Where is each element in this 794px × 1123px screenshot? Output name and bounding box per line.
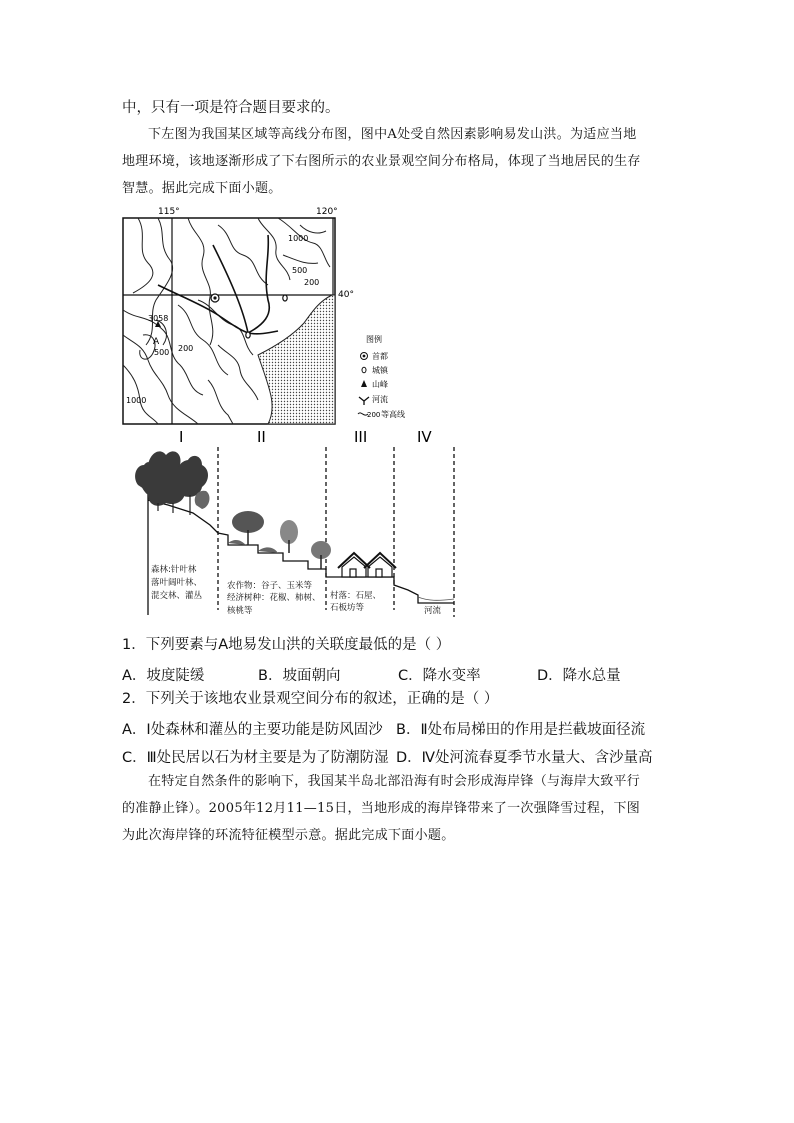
question-2-option-c[interactable]: C．Ⅲ处民居以石为材主要是为了防潮防湿 <box>122 750 389 766</box>
landscape-profile-diagram <box>118 425 466 620</box>
question-1-option-d[interactable]: D．降水总量 <box>537 668 621 684</box>
latitude-40-label: 40° <box>338 290 354 300</box>
intro-paragraph-2-line-1: 在特定自然条件的影响下，我国某半岛北部沿海有时会形成海岸锋（与海岸大致平行 <box>148 774 641 789</box>
peak-elevation-label: 3058 <box>148 314 169 323</box>
zone2-text-2: 经济树种：花椒、柿树、 <box>227 593 321 603</box>
zone2-text-1: 农作物：谷子、玉米等 <box>227 581 313 591</box>
question-2-stem: 2．下列关于该地农业景观空间分布的叙述，正确的是（ ） <box>122 691 499 707</box>
longitude-120-label: 120° <box>316 207 338 217</box>
contour-label-1000: 1000 <box>288 234 309 243</box>
question-2-option-b[interactable]: B．Ⅱ处布局梯田的作用是拦截坡面径流 <box>396 722 646 738</box>
legend-town: 城镇 <box>372 366 388 375</box>
question-2-option-d[interactable]: D．Ⅳ处河流春夏季节水量大、含沙量高 <box>396 750 653 766</box>
zone1-text-1: 森林:针叶林 <box>151 565 197 575</box>
zone3-text-1: 村落：石屋、 <box>330 591 382 601</box>
zone1-text-3: 混交林、灌丛 <box>151 591 203 601</box>
question-2-option-a[interactable]: A．Ⅰ处森林和灌丛的主要功能是防风固沙 <box>122 722 383 738</box>
intro-paragraph-1-line-2: 地理环境，该地逐渐形成了下右图所示的农业景观空间分布格局，体现了当地居民的生存 <box>122 154 641 169</box>
contour-label-500-b: 500 <box>154 348 170 357</box>
longitude-115-label: 115° <box>158 207 180 217</box>
contour-label-500: 500 <box>292 266 308 275</box>
zone-label-i: I <box>179 428 184 446</box>
zone-label-ii: II <box>257 428 266 446</box>
question-1-option-c[interactable]: C．降水变率 <box>398 668 481 684</box>
zone-label-iii: III <box>354 428 368 446</box>
intro-paragraph-1-line-3: 智慧。据此完成下面小题。 <box>122 181 282 196</box>
zone1-text-2: 落叶阔叶林、 <box>151 578 203 588</box>
zone2-text-3: 核桃等 <box>227 606 253 616</box>
legend-peak: 山峰 <box>372 380 388 389</box>
intro-paragraph-1-line-1: 下左图为我国某区域等高线分布图，图中A处受自然因素影响易发山洪。为适应当地 <box>148 127 637 142</box>
intro-paragraph-2-line-3: 为此次海岸锋的环流特征模型示意。据此完成下面小题。 <box>122 828 455 843</box>
zone3-text-2: 石板坊等 <box>330 603 365 613</box>
zone4-text-1: 河流 <box>424 606 442 616</box>
legend-contour: 等高线 <box>381 410 405 419</box>
contour-map <box>118 205 438 427</box>
question-1-stem: 1．下列要素与A地易发山洪的关联度最低的是（ ） <box>122 637 451 653</box>
legend-river: 河流 <box>372 395 388 404</box>
contour-label-1000-b: 1000 <box>126 396 147 405</box>
zone-label-iv: IV <box>417 428 432 446</box>
point-a-label: A <box>153 337 160 347</box>
map-legend <box>358 334 405 419</box>
legend-capital: 首都 <box>372 352 388 361</box>
legend-title: 图例 <box>366 335 382 344</box>
contour-label-200-b: 200 <box>178 344 194 353</box>
question-1-option-b[interactable]: B．坡面朝向 <box>258 668 341 684</box>
legend-contour-value: 200 <box>367 411 381 419</box>
question-1-option-a[interactable]: A．坡度陡缓 <box>122 668 205 684</box>
contour-label-200: 200 <box>304 278 320 287</box>
intro-paragraph-2-line-2: 的准静止锋）。2005年12月11—15日，当地形成的海岸锋带来了一次强降雪过程，下图 <box>122 801 641 816</box>
section-header: 中，只有一项是符合题目要求的。 <box>122 100 340 116</box>
